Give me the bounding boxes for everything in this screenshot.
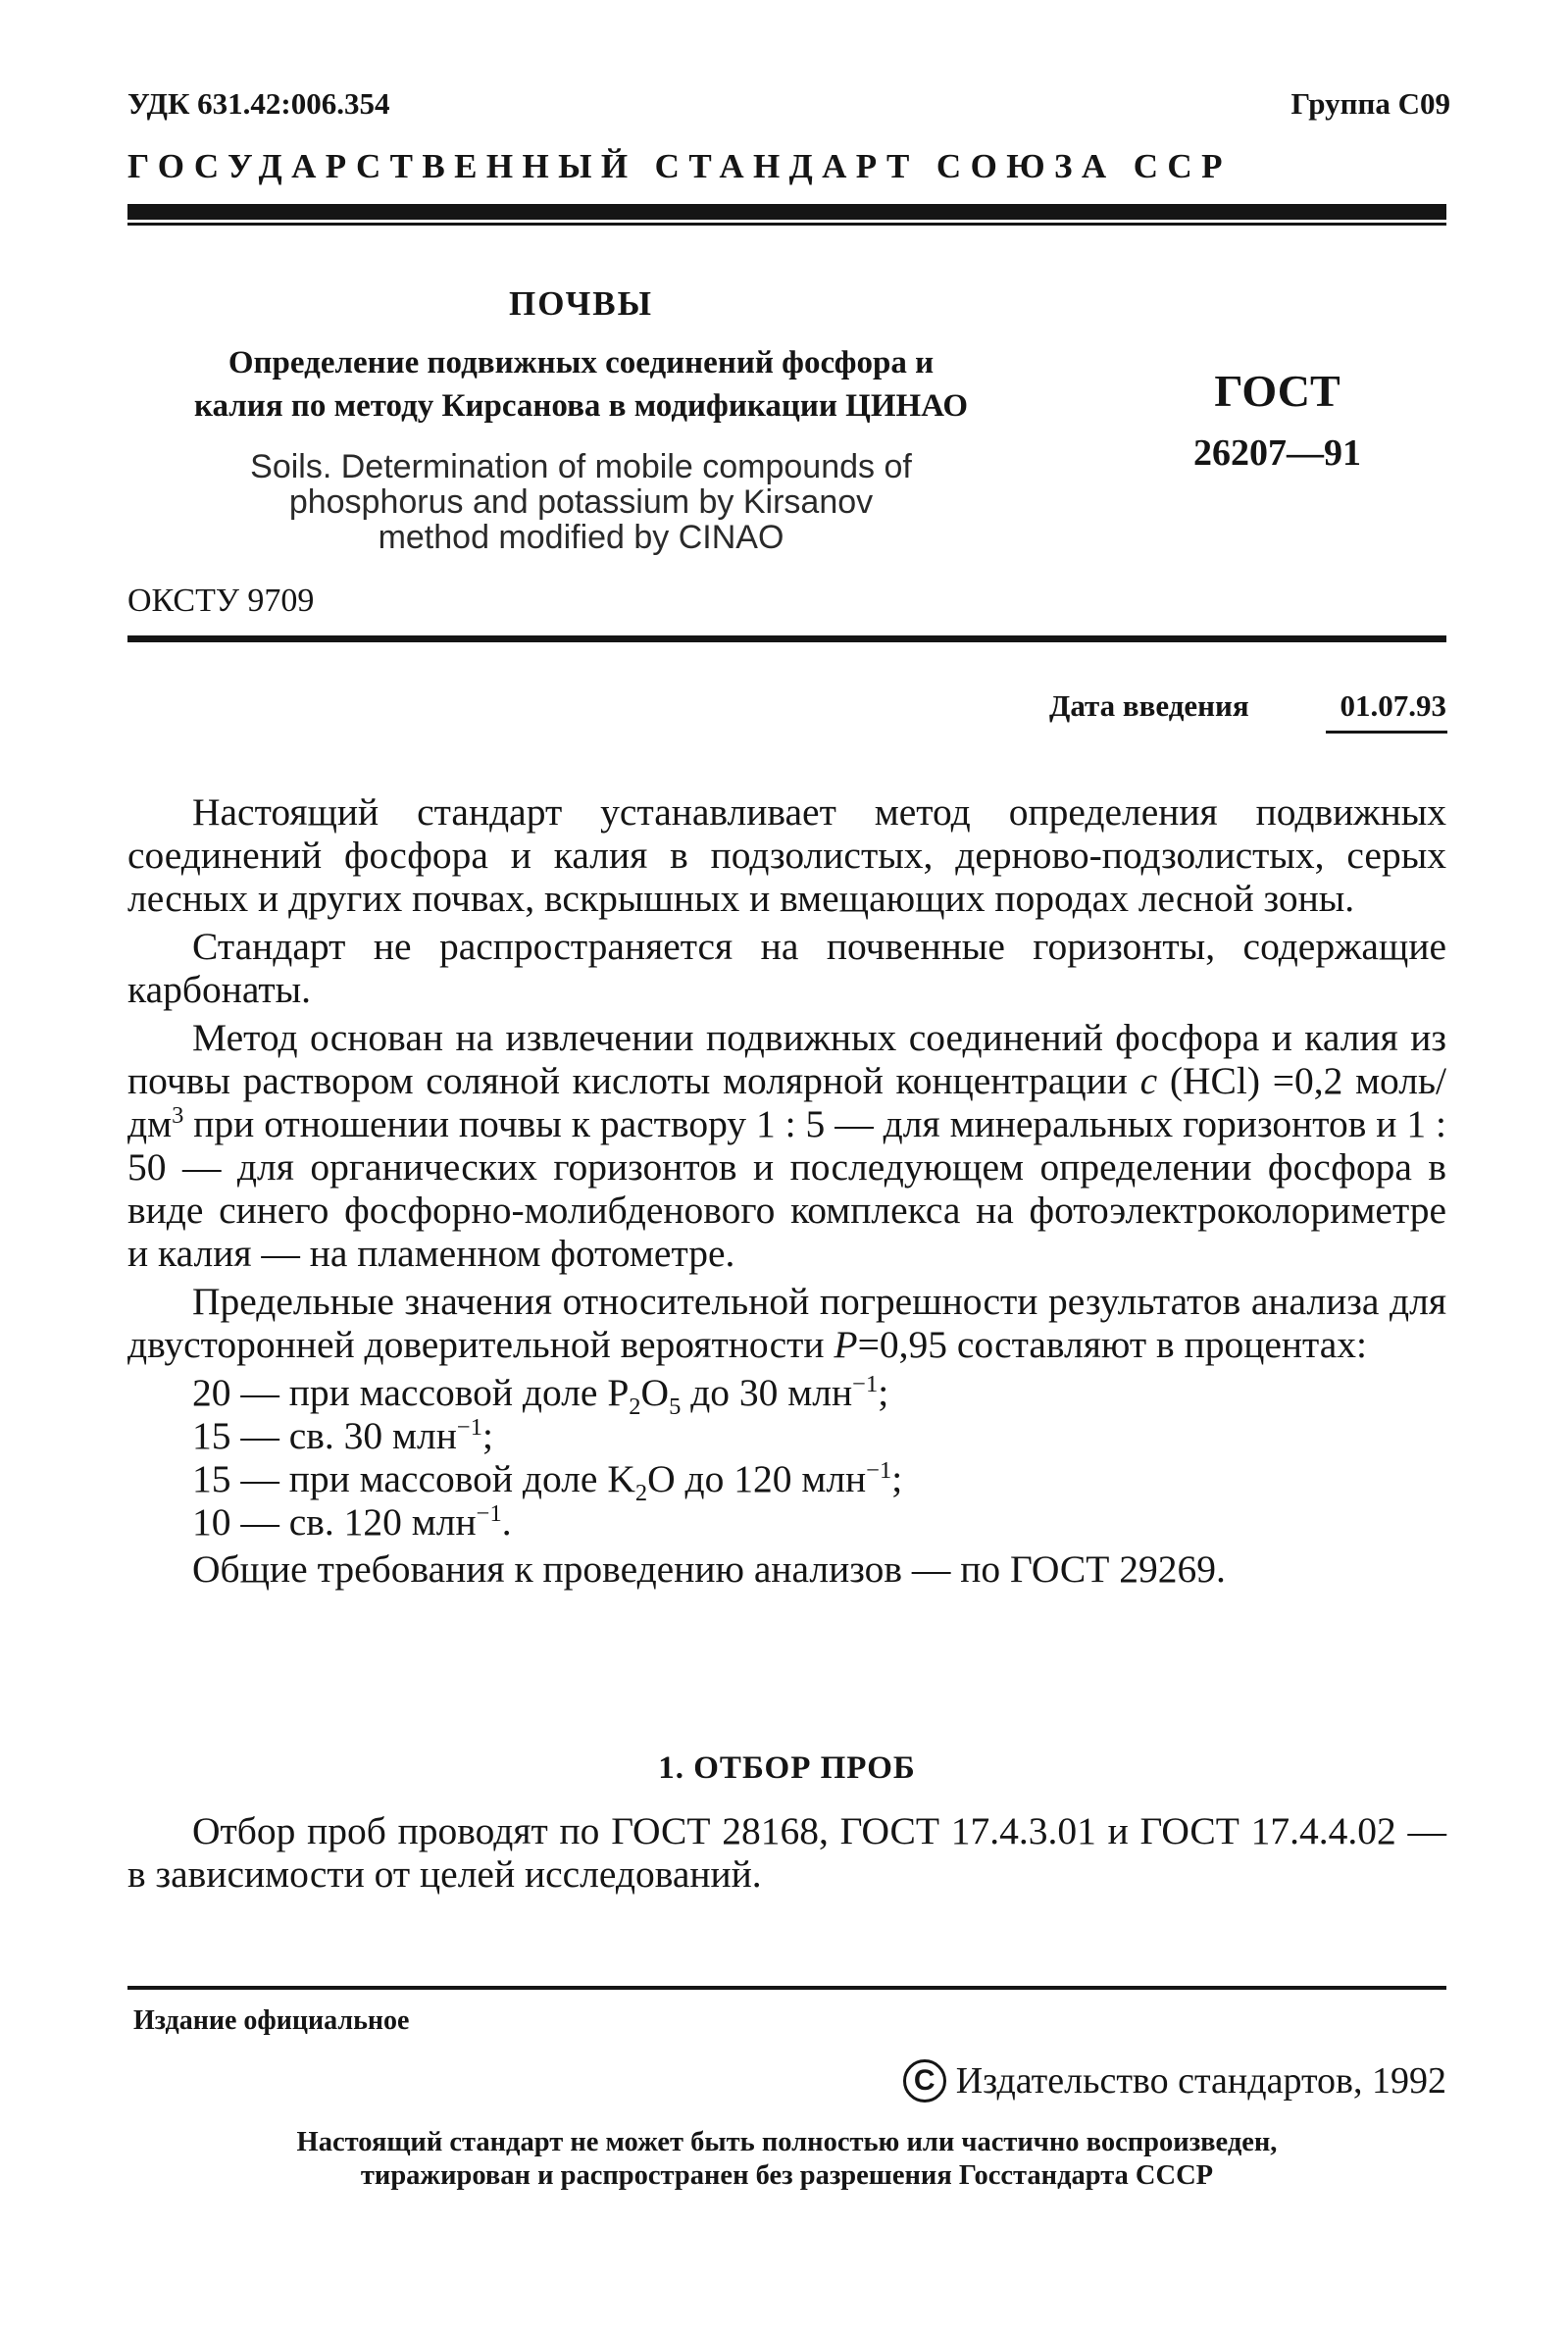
list-item [127, 1370, 1446, 1420]
text-run: =0,95 составляют в процентах: [857, 1323, 1368, 1366]
paragraph-method [127, 1016, 1446, 1275]
subscript: 2 [629, 1393, 641, 1420]
section-text [127, 1809, 1446, 1896]
intro-date-label: Дата введения [1049, 688, 1249, 723]
notice-line: тиражирован и распространен без разрешения Госстандарта СССР [360, 2160, 1214, 2191]
notice-line: Настоящий стандарт не может быть полностью или частично воспроизведен, [296, 2127, 1278, 2157]
superscript: −1 [866, 1456, 892, 1484]
copyright-icon: С [903, 2059, 946, 2103]
english-title-line: method modified by CINAO [378, 519, 784, 556]
paragraph-sampling: Отбор проб проводят по ГОСТ 28168, ГОСТ 17.4.3.01 и ГОСТ 17.4.4.02 — в зависимости от целей исследований. [127, 1809, 1446, 1896]
gost-number: 26207—91 [1193, 432, 1361, 474]
text-run: 15 — при массовой доле K [192, 1457, 635, 1500]
superscript: −1 [456, 1413, 482, 1441]
list-item [127, 1414, 1446, 1457]
superscript: −1 [476, 1499, 502, 1527]
text-run: Метод основан на извлечении подвижных соединений фосфора и калия из почвы раствором соляной кислоты молярной концентрации [127, 1016, 1446, 1102]
text-run: O [640, 1371, 670, 1414]
subtitle-line: калия по методу Кирсанова в модификации ЦИНАО [193, 388, 969, 424]
text-run: (HCl) =0,2 моль/дм [127, 1059, 1446, 1145]
title-rule [127, 635, 1446, 642]
text-run: до 30 млн [681, 1371, 853, 1414]
publisher-name: Издательство стандартов, 1992 [955, 2060, 1446, 2102]
text-run: 10 — св. 120 млн [192, 1500, 477, 1544]
text-run: 20 — при массовой доле P [192, 1371, 630, 1414]
text-run-italic: c [1139, 1059, 1158, 1102]
text-run: O до 120 млн [647, 1457, 867, 1500]
group-code: Группа С09 [1290, 86, 1450, 121]
header-rule-thin [127, 223, 1446, 226]
udk-code: УДК 631.42:006.354 [127, 86, 390, 121]
text-run: при отношении почвы к раствору 1 : 5 — для минеральных горизонтов и 1 : 50 — для органических горизонтов и последующем определении фосфора в виде синего фосфорно-молибденового комплекса на фотоэлектроколориметре и калия — на пламенном фотометре. [127, 1102, 1446, 1275]
english-title-line: Soils. Determination of mobile compounds of [250, 448, 912, 485]
text-run: ; [878, 1371, 889, 1414]
okstu-code: ОКСТУ 9709 [127, 583, 315, 619]
text-run: Предельные значения относительной погрешности результатов анализа для двусторонней доверительной вероятности [127, 1280, 1446, 1366]
document-title: ПОЧВЫ [509, 284, 653, 323]
paragraph-error-limits [127, 1280, 1446, 1366]
state-standard-banner: ГОСУДАРСТВЕННЫЙ СТАНДАРТ СОЮЗА ССР [127, 147, 1232, 185]
section-heading: 1. ОТБОР ПРОБ [658, 1750, 916, 1786]
text-run: ; [481, 1414, 493, 1457]
publisher-line [903, 2059, 1446, 2103]
paragraph-general-requirements: Общие требования к проведению анализов — по ГОСТ 29269. [192, 1547, 1226, 1591]
document-subtitle [127, 341, 1035, 428]
subtitle-line: Определение подвижных соединений фосфора и [228, 345, 935, 380]
paragraph-scope: Настоящий стандарт устанавливает метод определения подвижных соединений фосфора и калия в подзолистых, дерново-подзолистых, серых лесных и других почвах, вскрышных и вмещающих породах лесной зоны. [127, 790, 1446, 920]
gost-label: ГОСТ [1214, 366, 1340, 416]
text-run: ; [891, 1457, 903, 1500]
superscript: 3 [172, 1101, 184, 1129]
footer-rule [127, 1986, 1446, 1990]
subscript: 5 [669, 1393, 682, 1420]
list-item [127, 1456, 1446, 1506]
reproduction-notice [127, 2126, 1446, 2193]
header-rule-thick [127, 204, 1446, 220]
list-item [127, 1500, 1446, 1544]
text-run: . [501, 1500, 512, 1544]
edition-label: Издание официальное [133, 2005, 410, 2036]
superscript: −1 [852, 1370, 879, 1397]
text-run-italic: P [834, 1323, 858, 1366]
english-title-line: phosphorus and potassium by Kirsanov [288, 483, 874, 521]
body-text [127, 790, 1446, 1591]
english-title [127, 449, 1035, 555]
paragraph-exclusion: Стандарт не распространяется на почвенные горизонты, содержащие карбонаты. [127, 925, 1446, 1011]
subscript: 2 [634, 1479, 648, 1506]
intro-date-underline [1326, 731, 1447, 734]
text-run: 15 — св. 30 млн [192, 1414, 457, 1457]
intro-date-value: 01.07.93 [1340, 688, 1446, 723]
